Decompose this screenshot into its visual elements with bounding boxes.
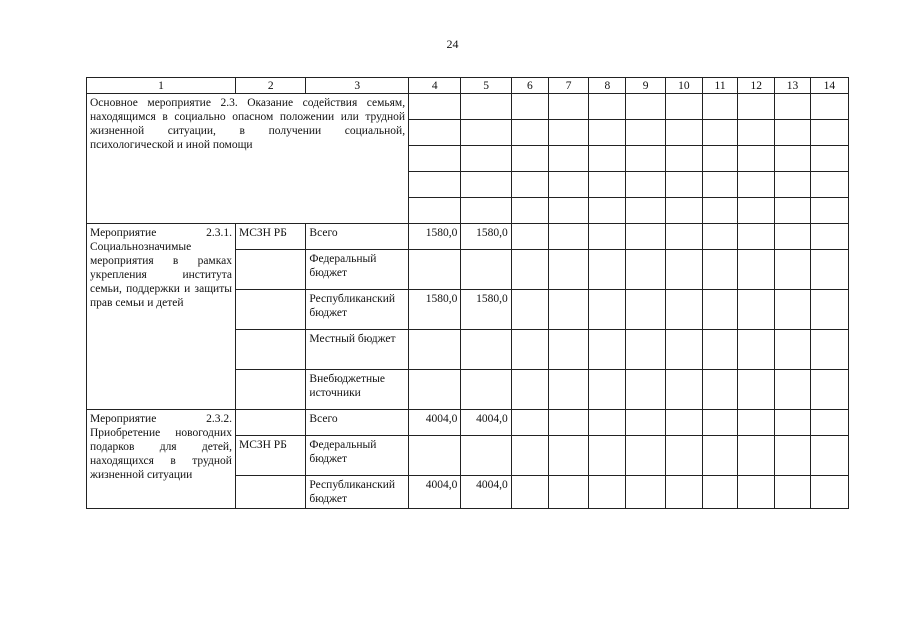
table-row [87, 94, 849, 120]
value-cell: 1580,0 [461, 290, 511, 330]
header-cell: 3 [306, 78, 409, 94]
value-cell [461, 250, 511, 290]
header-cell: 6 [511, 78, 548, 94]
header-cell: 11 [702, 78, 737, 94]
value-cell: 1580,0 [409, 290, 461, 330]
value-cell [409, 370, 461, 410]
value-cell [461, 370, 511, 410]
value-cell [409, 330, 461, 370]
header-cell: 1 [87, 78, 236, 94]
header-cell: 5 [461, 78, 511, 94]
header-cell: 2 [235, 78, 305, 94]
source-cell: Всего [306, 224, 409, 250]
executor-cell: МСЗН РБ [235, 224, 305, 250]
value-cell [409, 250, 461, 290]
value-cell [409, 436, 461, 476]
source-cell: Всего [306, 410, 409, 436]
event-title: Мероприятие 2.3.1. Социальнозначимые мероприятия в рамках укрепления института семьи, поддержки и защиты прав семьи и детей [87, 224, 236, 410]
source-cell: Республиканский бюджет [306, 476, 409, 509]
source-cell: Внебюджетные источники [306, 370, 409, 410]
main-event-title: Основное мероприятие 2.3. Оказание содействия семьям, находящимся в социально опасном положении или трудной жизненной ситуации, в получении социальной, психологической и иной помощи [87, 94, 409, 224]
header-cell: 13 [775, 78, 810, 94]
header-cell: 14 [810, 78, 848, 94]
header-cell: 7 [548, 78, 588, 94]
budget-table [86, 77, 849, 509]
table-row [87, 224, 849, 250]
value-cell: 4004,0 [409, 410, 461, 436]
header-cell: 9 [626, 78, 665, 94]
header-cell: 12 [738, 78, 775, 94]
event-title: Мероприятие 2.3.2. Приобретение новогодних подарков для детей, находящихся в трудной жизненной ситуации [87, 410, 236, 509]
source-cell: Местный бюджет [306, 330, 409, 370]
value-cell [461, 330, 511, 370]
value-cell: 4004,0 [461, 476, 511, 509]
header-cell: 10 [665, 78, 702, 94]
value-cell [461, 436, 511, 476]
source-cell: Республиканский бюджет [306, 290, 409, 330]
header-cell: 4 [409, 78, 461, 94]
value-cell: 4004,0 [409, 476, 461, 509]
table-row [87, 410, 849, 436]
page-number: 24 [446, 37, 459, 51]
header-cell: 8 [589, 78, 626, 94]
value-cell: 1580,0 [409, 224, 461, 250]
executor-cell: МСЗН РБ [235, 436, 305, 476]
source-cell: Федеральный бюджет [306, 250, 409, 290]
value-cell: 4004,0 [461, 410, 511, 436]
header-row [87, 78, 849, 94]
value-cell: 1580,0 [461, 224, 511, 250]
source-cell: Федеральный бюджет [306, 436, 409, 476]
